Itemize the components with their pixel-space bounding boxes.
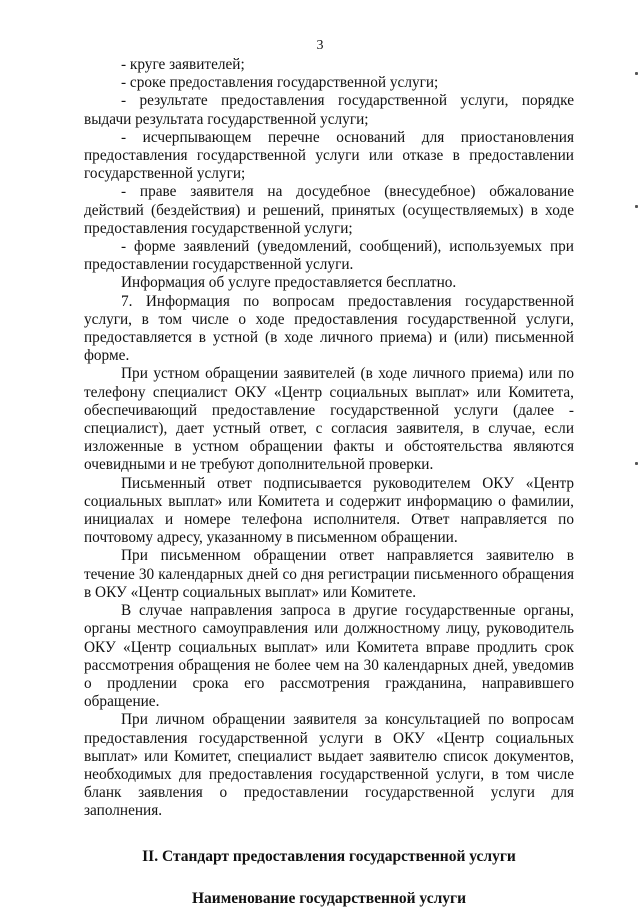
- paragraph-service-term: - сроке предоставления государственной услуги;: [121, 74, 439, 92]
- paragraph-application-forms: - форме заявлений (уведомлений, сообщений), используемых при предоставлении государственной услуги.: [84, 238, 574, 274]
- section-title: II. Стандарт предоставления государственной услуги: [142, 847, 516, 865]
- paragraph-oral-request: При устном обращении заявителей (в ходе личного приема) или по телефону специалист ОКУ «Центр социальных выплат» или Комитета, обеспечивающий предоставление государственной услуги (далее - специалист), дает устный ответ, с согласия заявителя, в случае, если изложенные в устном обращении факты и обстоятельства являются очевидными и не требуют дополнительной проверки.: [84, 365, 574, 474]
- paragraph-request-extension: В случае направления запроса в другие государственные органы, органы местного самоуправления или должностному лицу, руководитель ОКУ «Центр социальных выплат» или Комитета вправе продлить срок рассмотрения обращения не более чем на 30 календарных дней, уведомив о продлении срока его рассмотрения гражданина, направившего обращение.: [84, 602, 574, 711]
- paragraph-suspension-grounds: - исчерпывающем перечне оснований для приостановления предоставления государственной услуги или отказе в предоставлении государственной услуги;: [84, 128, 574, 183]
- paragraph-free-info: Информация об услуге предоставляется бесплатно.: [121, 274, 457, 292]
- paragraph-written-request: При письменном обращении ответ направляется заявителю в течение 30 календарных дней со дня регистрации письменного обращения в ОКУ «Центр социальных выплат» или Комитете.: [84, 547, 574, 601]
- document-body: [84, 56, 574, 908]
- paragraph-applicant-circle: - круге заявителей;: [121, 56, 245, 73]
- paragraph-item-7: 7. Информация по вопросам предоставления государственной услуги, в том числе о ходе предоставления государственной услуги, предоставляется в устной (в ходе личного приема) и (или) письменной форме.: [84, 292, 574, 365]
- paragraph-written-answer: Письменный ответ подписывается руководителем ОКУ «Центр социальных выплат» или Комитета и содержит информацию о фамилии, инициалах и номере телефона исполнителя. Ответ направляется по почтовому адресу, указанному в письменном обращении.: [84, 474, 574, 547]
- paragraph-appeal-right: - праве заявителя на досудебное (внесудебное) обжалование действий (бездействия) и решений, принятых (осуществляемых) в ходе предоставления государственной услуги;: [84, 183, 574, 237]
- subsection-title: Наименование государственной услуги: [192, 889, 466, 907]
- scan-edge-mark: [635, 205, 638, 208]
- page-number: 3: [316, 38, 324, 53]
- scan-edge-mark: [635, 72, 638, 75]
- paragraph-service-result: - результате предоставления государственной услуги, порядке выдачи результата государственной услуги;: [84, 92, 574, 128]
- scan-edge-mark: [635, 462, 638, 465]
- paragraph-personal-consultation: При личном обращении заявителя за консультацией по вопросам предоставления государственной услуги в ОКУ «Центр социальных выплат» или Комитет, специалист выдает заявителю список документов, необходимых для предоставления государственной услуги, в том числе бланк заявления о предоставлении государственной услуги для заполнения.: [84, 711, 574, 820]
